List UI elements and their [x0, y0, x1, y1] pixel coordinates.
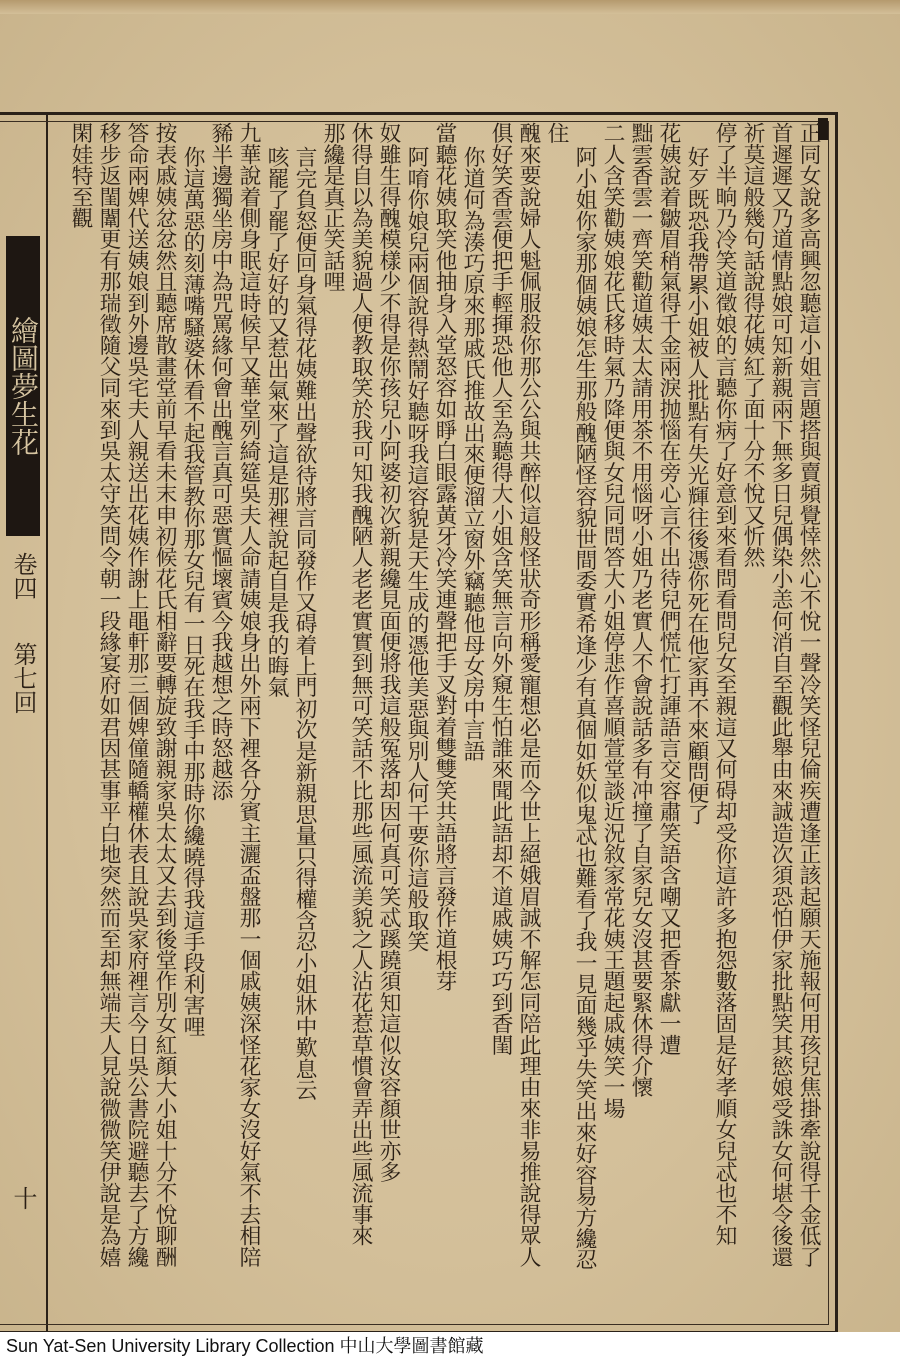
text-column: 阿小姐你家那個姨娘怎生那般醜陋怪容貌世間委實希逢少有真個如妖似鬼忒也難看了我一見面幾乎失笑出來好容易方纔忍 [572, 146, 597, 1270]
text-column: 答命兩婢代送姨娘到外邊吳宅夫人親送出花姨作謝上黽軒那三個婢僮隨轎權休表且說吳家府裡言今日吳公書院避聽去了方纔 [124, 122, 149, 1267]
text-column: 正同女說多高興忽聽這小姐言題搭與賣頻覺悻然心不悅一聲冷笑怪兒倫疾遭逢正該起願天施報何用孩兒焦掛牽說得千金低了 [796, 122, 821, 1267]
text-column: 奴雖生得醜模樣少不得是你孩兒小阿婆初次新親纔見面便將我這般冤落却因何真可笑忒蹊蹺須知這似汝容顏世亦多 [376, 122, 401, 1182]
text-column: 你這萬惡的刻薄嘴騷婆休看不起我管教你那女兒有一日死在我手中那時你纔曉得我這手段利害哩 [180, 146, 205, 1037]
text-column: 停了半晌乃冷笑道徵娘的言聽你病了好意到來看問看問兒女至親這又何碍却受你這許多抱怨數落固是好孝順女兒忒也不知 [712, 122, 737, 1246]
collection-footer: Sun Yat-Sen University Library Collection 中山大學圖書館藏 [0, 1332, 900, 1360]
text-column: 住 [544, 122, 569, 144]
text-column: 你道何為湊巧原來那戚氏推故出來便溜立窗外竊聽他母女房中言語 [460, 146, 485, 761]
text-column: 醜來要說婦人魁佩服殺你那公公與共醉似這般怪狀奇形稱愛寵想必是而今世上絕娥眉誠不解怎同陪此理由來非易推說得眾人 [516, 122, 541, 1267]
text-columns [48, 122, 822, 1322]
text-column: 那纔是真正笑話哩 [320, 122, 345, 292]
margin-title: 繪圖夢生花 [6, 236, 40, 536]
margin-page-number: 十 [9, 1186, 37, 1210]
text-column: 移步返閨闈更有那瑞徵隨父同來到吳太守笑問令朝一段緣宴府如君因甚事平白地突然而至却無端夫人見說微微笑伊說是為嬉 [96, 122, 121, 1267]
margin-volume: 卷四 [9, 552, 37, 600]
text-column: 閑娃特至觀 [68, 122, 93, 228]
page-top-edge [0, 0, 900, 14]
text-column: 言完負怒便回身氣得花姨難出聲欲待將言同發作又碍着上門初次是新親思量只得權含忍小姐牀中歎息云 [292, 146, 317, 1100]
text-column: 當聽花姨取笑他抽身入堂怒容如睜白眼露黃牙冷笑連聲把手叉對着雙雙笑共語將言發作道根芽 [432, 122, 457, 992]
text-column: 花姨說着皺眉稍氣得千金兩淚抛惱在旁心言不出待兒們慌忙打諢語言交容肅笑語含嘲又把香茶獻一遭 [656, 122, 681, 1055]
text-column: 九華說着側身眠這時候早又華堂列綺筵吳夫人命請姨娘身出外兩下裡各分賓主灑盃盤那一個戚姨深怪花家女沒好氣不去相陪 [236, 122, 261, 1267]
text-column: 俱好笑香雲便把手輕揮恐他人至為聽得大小姐含笑無言向外窺生怕誰來聞此語却不道戚姨巧巧到香閨 [488, 122, 513, 1055]
text-column: 豨半邊獨坐房中為咒罵緣何會出醜言真可惡實慪壞賓今我越想之時怒越添 [208, 122, 233, 801]
text-column: 按表戚姨忿忿然且聽席散畫堂前早看未末申初候花氏相辭要轉旋致謝親家吳太太又去到後堂作別女紅顏大小姐十分不悅聊酬 [152, 122, 177, 1267]
text-column: 黜雲香雲一齊笑勸道姨太太請用茶不用惱呀小姐乃老實人不會說話多有冲撞了自家兒女沒甚要緊休得介懷 [628, 122, 653, 1098]
text-column: 首遲遲又乃道情點娘可知新親兩下無多日兒偶染小恙何消自至觀此舉由來誠造次須恐怕伊家批點笑其慾娘受誅女何堪令後還 [768, 122, 793, 1267]
margin-chapter: 第七回 [9, 642, 37, 714]
text-column: 咳罷了罷了好好的又惹出氣來了這是那裡說起自是我的晦氣 [264, 146, 289, 698]
text-column: 阿唷你娘兒兩個說得熱鬧好聽呀我這容貌是天生成的憑他美惡與別人何干要你這般取笑 [404, 146, 429, 952]
text-column: 好歹既恐我帶累小姐被人批點有失光輝往後憑你死在他家再不來顧問便了 [684, 146, 709, 825]
text-column: 祈莫這般幾句話說得花姨紅了面十分不悅又忻然 [740, 122, 765, 568]
text-column: 休得自以為美貌過人便教取笑於我可知我醜陋人老老實實到無可笑話不比那些風流美貌之人沾花惹草慣會弄出些風流事來 [348, 122, 373, 1246]
text-column: 二人含笑勸姨娘花氏移時氣乃降便與女兒同問答大小姐停悲作喜順萱堂談近況敘家常花姨王題起戚姨笑一場 [600, 122, 625, 1119]
